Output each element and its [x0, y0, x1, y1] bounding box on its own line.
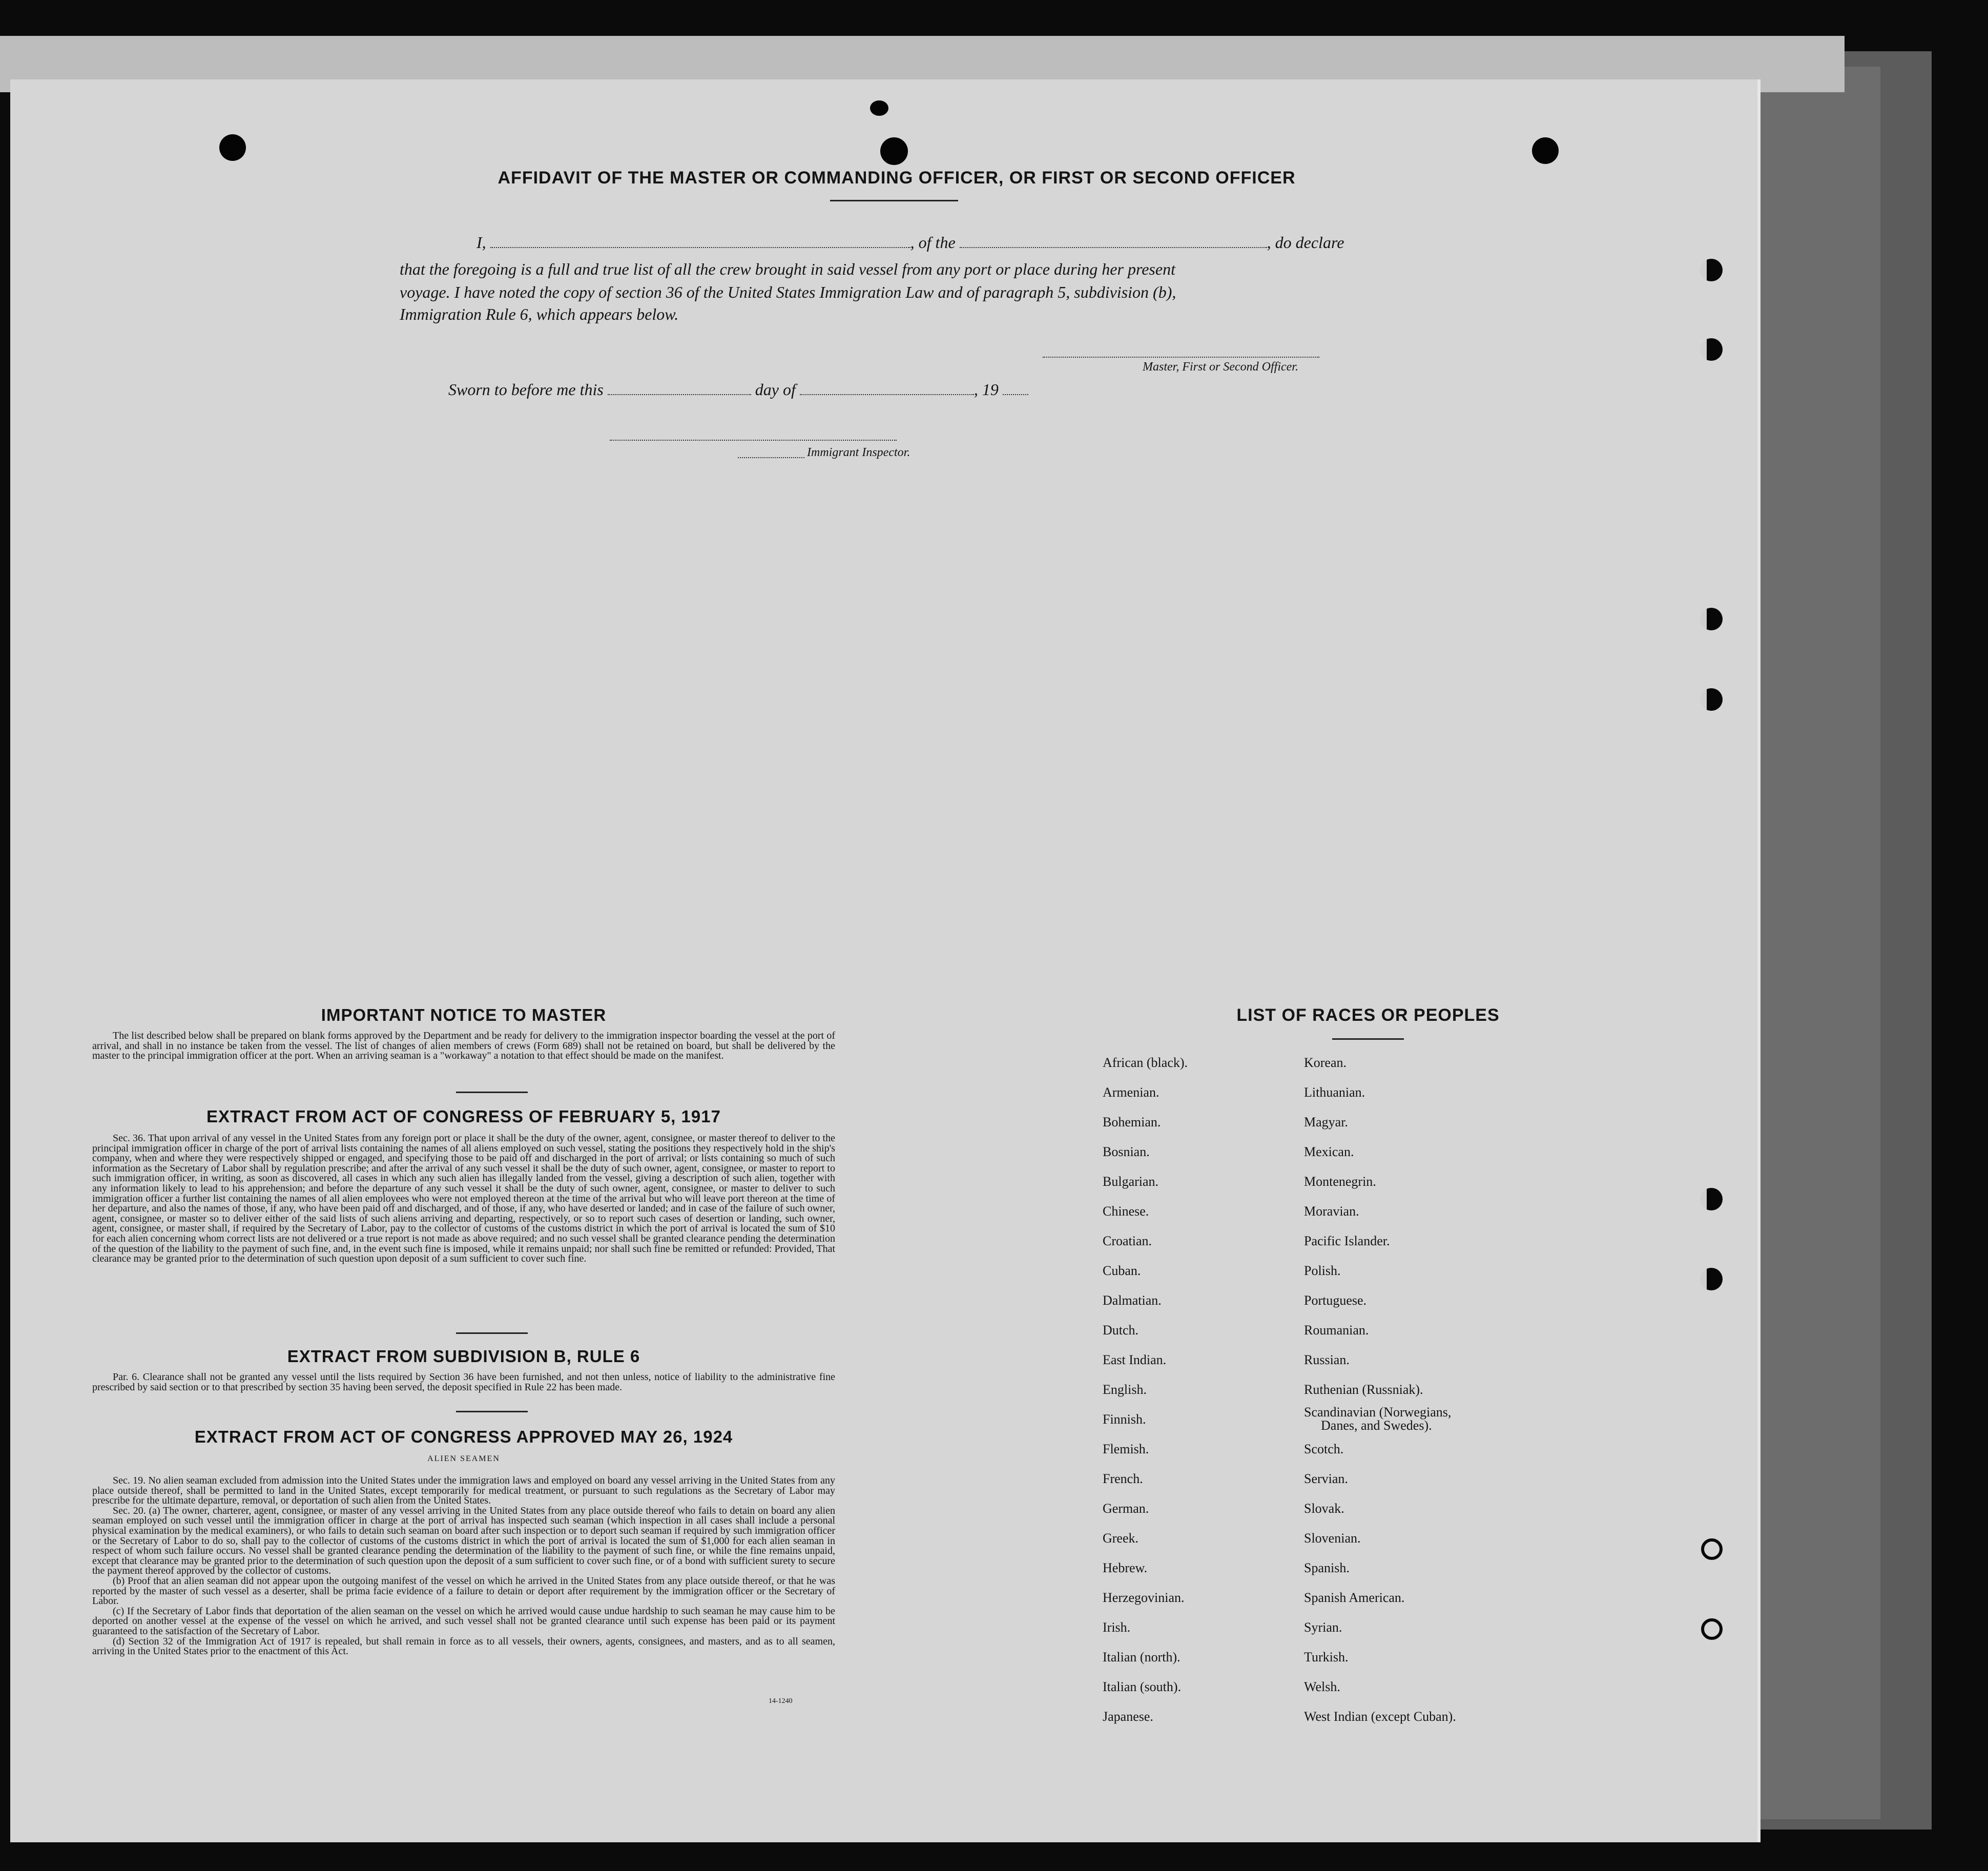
race-item: Turkish. — [1304, 1650, 1349, 1664]
race-item: Lithuanian. — [1304, 1085, 1365, 1100]
section-20a-paragraph: Sec. 20. (a) The owner, charterer, agent, consignee, or master of any vessel arriving in the United States from any place outside thereof who fails to detain on board any alien seaman employed on such vessel until the immigration officer in charge at the port of arrival has inspected such seaman (which inspection in all cases shall include a personal physical examination by the medical examiners), or who fails to detain such seaman on board after such inspection or to deport such seaman if required by such immigration officer or the Secretary of Labor to do so, shall pay to the collector of customs of the customs district in which the port of arrival is located the sum of $1,000 for each alien seaman in respect of whom such failure occurs. No vessel shall be granted clearance pending the determination of the liability to the payment of such fine, or while the fine remains unpaid, except that clearance may be granted prior to the determination of such question upon the deposit of a sum sufficient to cover such fine, or of a bond with sufficient surety to secure the payment thereof approved by the collector of customs. — [92, 1505, 835, 1577]
race-item: Servian. — [1304, 1471, 1348, 1486]
race-item: Finnish. — [1103, 1412, 1146, 1427]
race-item: Italian (north). — [1103, 1650, 1181, 1664]
subdivision-paragraph: Par. 6. Clearance shall not be granted any vessel until the lists required by Section 36 have been furnished, and not then unless, notice of liability to the administrative fine prescribed by said section or to that prescribed by section 35 having been served, the deposit specified in Rule 22 has been made. — [92, 1371, 835, 1393]
race-item: Russian. — [1304, 1352, 1350, 1367]
sworn-year: , 19 — [974, 380, 999, 399]
punch-hole — [1700, 608, 1723, 630]
divider — [456, 1332, 528, 1334]
sworn-month-blank — [800, 381, 974, 395]
race-item: Croatian. — [1103, 1233, 1152, 1248]
race-item: Scotch. — [1304, 1442, 1344, 1456]
race-item: West Indian (except Cuban). — [1304, 1709, 1456, 1724]
punch-hole — [1700, 259, 1723, 281]
race-item: Magyar. — [1304, 1115, 1348, 1129]
notice-title: IMPORTANT NOTICE TO MASTER — [321, 1005, 607, 1024]
subdivision-title: EXTRACT FROM SUBDIVISION B, RULE 6 — [287, 1347, 640, 1366]
race-item: Polish. — [1304, 1263, 1341, 1278]
affidavit-declaration-line — [477, 233, 1344, 252]
inspector-signature-blank — [738, 444, 804, 458]
inspector-label: Immigrant Inspector. — [807, 446, 910, 459]
punch-hole — [1701, 1538, 1723, 1560]
affidavit-text-line: Immigration Rule 6, which appears below. — [400, 305, 679, 323]
race-item: Hebrew. — [1103, 1560, 1148, 1575]
sworn-day-blank — [608, 381, 751, 395]
name-blank — [490, 234, 910, 248]
punch-hole — [219, 134, 246, 161]
race-item: Cuban. — [1103, 1263, 1141, 1278]
race-item: Ruthenian (Russniak). — [1304, 1382, 1423, 1397]
races-title: LIST OF RACES OR PEOPLES — [1236, 1005, 1500, 1025]
race-item: Slovak. — [1304, 1501, 1344, 1516]
section-20d-paragraph: (d) Section 32 of the Immigration Act of 1917 is repealed, but shall remain in force as to all vessels, their owners, agents, consignees, and masters, and as to all seamen, arriving in the United States prior to the enactment of this Act. — [92, 1635, 835, 1657]
race-item: Pacific Islander. — [1304, 1233, 1390, 1248]
punch-hole — [1700, 338, 1723, 361]
race-item: Chinese. — [1103, 1204, 1149, 1219]
race-item: Bulgarian. — [1103, 1174, 1159, 1189]
extract-1917-title: EXTRACT FROM ACT OF CONGRESS OF FEBRUARY 5, 1917 — [206, 1107, 721, 1126]
sworn-year-blank — [1003, 381, 1028, 395]
race-item: East Indian. — [1103, 1352, 1167, 1367]
divider — [1332, 1038, 1404, 1040]
race-item: Roumanian. — [1304, 1323, 1369, 1338]
race-item: Montenegrin. — [1304, 1174, 1376, 1189]
race-item: Scandinavian (Norwegians, — [1304, 1405, 1452, 1420]
race-item: Spanish American. — [1304, 1590, 1405, 1605]
punch-hole — [1700, 1268, 1723, 1290]
extract-1924-text — [92, 1476, 835, 1657]
race-item: Mexican. — [1304, 1144, 1354, 1159]
race-item: French. — [1103, 1471, 1143, 1486]
divider — [456, 1411, 528, 1412]
underlying-sheet-edge — [1757, 67, 1880, 1819]
race-item: English. — [1103, 1382, 1147, 1397]
vessel-blank — [960, 234, 1267, 248]
punch-hole — [870, 100, 888, 116]
punch-hole — [1701, 1618, 1723, 1640]
extract-1924-title: EXTRACT FROM ACT OF CONGRESS APPROVED MAY 26, 1924 — [194, 1427, 733, 1446]
section-20c-paragraph: (c) If the Secretary of Labor finds that deportation of the alien seaman on the vessel on which he arrived would cause undue hardship to such seaman he may cause him to be deported on another vessel at the expense of the vessel on which he arrived, and such vessel shall not be granted clearance until such expense has been paid or its payment guaranteed to the satisfaction of the Secretary of Labor. — [92, 1605, 835, 1637]
punch-hole — [1700, 688, 1723, 711]
sworn-text: Sworn to before me this — [448, 380, 604, 399]
race-item: Bohemian. — [1103, 1115, 1161, 1129]
race-item: Slovenian. — [1304, 1531, 1361, 1546]
affidavit-of-the: , of the — [910, 233, 956, 252]
race-item: Herzegovinian. — [1103, 1590, 1185, 1605]
race-item: African (black). — [1103, 1055, 1188, 1070]
affidavit-text-line: voyage. I have noted the copy of section 36 of the United States Immigration Law and of paragraph 5, subdivision (b), — [400, 283, 1176, 301]
section-20b-paragraph: (b) Proof that an alien seaman did not appear upon the outgoing manifest of the vessel on which he arrived in the United States from any place outside thereof, or that he was reported by the master of such vessel as a deserter, shall be prima facie evidence of a failure to detain or deport after requirement by the immigration officer or the Secretary of Labor. — [92, 1575, 835, 1607]
sworn-day-of: day of — [755, 380, 796, 399]
alien-seamen-subtitle: ALIEN SEAMEN — [427, 1454, 500, 1463]
race-item: Flemish. — [1103, 1442, 1149, 1456]
punch-hole — [1700, 1188, 1723, 1210]
punch-hole — [880, 137, 908, 165]
race-item: Italian (south). — [1103, 1679, 1182, 1694]
race-item: Armenian. — [1103, 1085, 1159, 1100]
race-item: Dutch. — [1103, 1323, 1139, 1338]
divider — [830, 200, 958, 201]
race-item: Danes, and Swedes). — [1321, 1418, 1432, 1433]
master-label: Master, First or Second Officer. — [1143, 360, 1298, 374]
race-item: Portuguese. — [1304, 1293, 1367, 1308]
extract-1917-text — [92, 1134, 835, 1264]
sworn-line — [448, 380, 1028, 399]
section-19-paragraph: Sec. 19. No alien seaman excluded from admission into the United States under the immigration laws and employed on board any vessel arriving in the United States from any place outside thereof, shall be permitted to land in the United States, except temporarily for medical treatment, or pursuant to such regulations as the Secretary of Labor may prescribe for the ultimate departure, removal, or deportation of such alien from the United States. — [92, 1475, 835, 1507]
divider — [456, 1092, 528, 1093]
affidavit-text-line: that the foregoing is a full and true list of all the crew brought in said vessel from any port or place during her present — [400, 260, 1175, 278]
form-number: 14-1240 — [769, 1697, 793, 1705]
race-item: Dalmatian. — [1103, 1293, 1162, 1308]
affidavit-i: I, — [477, 233, 486, 252]
subdivision-text — [92, 1372, 835, 1392]
notice-paragraph: The list described below shall be prepared on blank forms approved by the Department and be ready for delivery to the immigration inspector boarding the vessel at the port of arrival, and shall in no instance be taken from the vessel. The list of changes of alien members of crews (Form 689) shall not be retained on board, but shall be delivered by the master to the principal immigration officer at the port. When an arriving seaman is a "workaway" a notation to that effect should be made on the manifest. — [92, 1030, 835, 1062]
affidavit-do-declare: , do declare — [1267, 233, 1344, 252]
race-item: Korean. — [1304, 1055, 1347, 1070]
punch-hole — [1532, 137, 1559, 164]
race-item: German. — [1103, 1501, 1149, 1516]
race-item: Welsh. — [1304, 1679, 1340, 1694]
race-item: Japanese. — [1103, 1709, 1153, 1724]
race-item: Syrian. — [1304, 1620, 1342, 1635]
affidavit-title: AFFIDAVIT OF THE MASTER OR COMMANDING OFFICER, OR FIRST OR SECOND OFFICER — [498, 168, 1296, 188]
race-item: Bosnian. — [1103, 1144, 1150, 1159]
race-item: Greek. — [1103, 1531, 1139, 1546]
inspector-signature-blank — [610, 426, 897, 441]
extract-1917-paragraph: Sec. 36. That upon arrival of any vessel in the United States from any foreign port or place it shall be the duty of the owner, agent, consignee, or master thereof to deliver to the principal immigration officer in charge of the port of arrival lists containing the names of all aliens employed on such vessel, stating the positions they respectively hold in the ship's company, when and where they were respectively shipped or engaged, and specifying those to be paid off and discharged in the port of arrival; or lists containing so much of such information as the Secretary of Labor shall by regulation prescribe; and after the arrival of any such vessel it shall be the duty of such owner, agent, consignee, or master to report to such immigration officer, in writing, as soon as discovered, all cases in which any such alien has illegally landed from the vessel, giving a description of such alien, together with any information likely to lead to his apprehension; and before the departure of any such vessel it shall be the duty of such owner, agent, consignee, or master to deliver to such immigration officer a further list containing the names of all alien employees who were not employed thereon at the time of the arrival but who will leave port thereon at the time of her departure, and also the names of those, if any, who have been paid off and discharged, and of those, if any, who have deserted or landed; and in case of the failure of such owner, agent, consignee, or master so to deliver either of the said lists of such aliens arriving and departing, respectively, or so to report such cases of desertion or landing, such owner, agent, consignee, or master shall, if required by the Secretary of Labor, pay to the collector of customs of the customs district in which the port of arrival is located the sum of $10 for each alien concerning whom correct lists are not delivered or a true report is not made as above required; and no such vessel shall be granted clearance pending the determination of the question of the liability to the payment of such fine, and, in the event such fine is imposed, while it remains unpaid; nor shall such fine be remitted or refunded: Provided, That clearance may be granted prior to the determination of such question upon deposit of a sum sufficient to cover such fine. — [92, 1133, 835, 1265]
race-item: Spanish. — [1304, 1560, 1350, 1575]
race-item: Moravian. — [1304, 1204, 1359, 1219]
notice-text — [92, 1031, 835, 1061]
race-item: Irish. — [1103, 1620, 1131, 1635]
master-signature-blank — [1043, 343, 1319, 358]
